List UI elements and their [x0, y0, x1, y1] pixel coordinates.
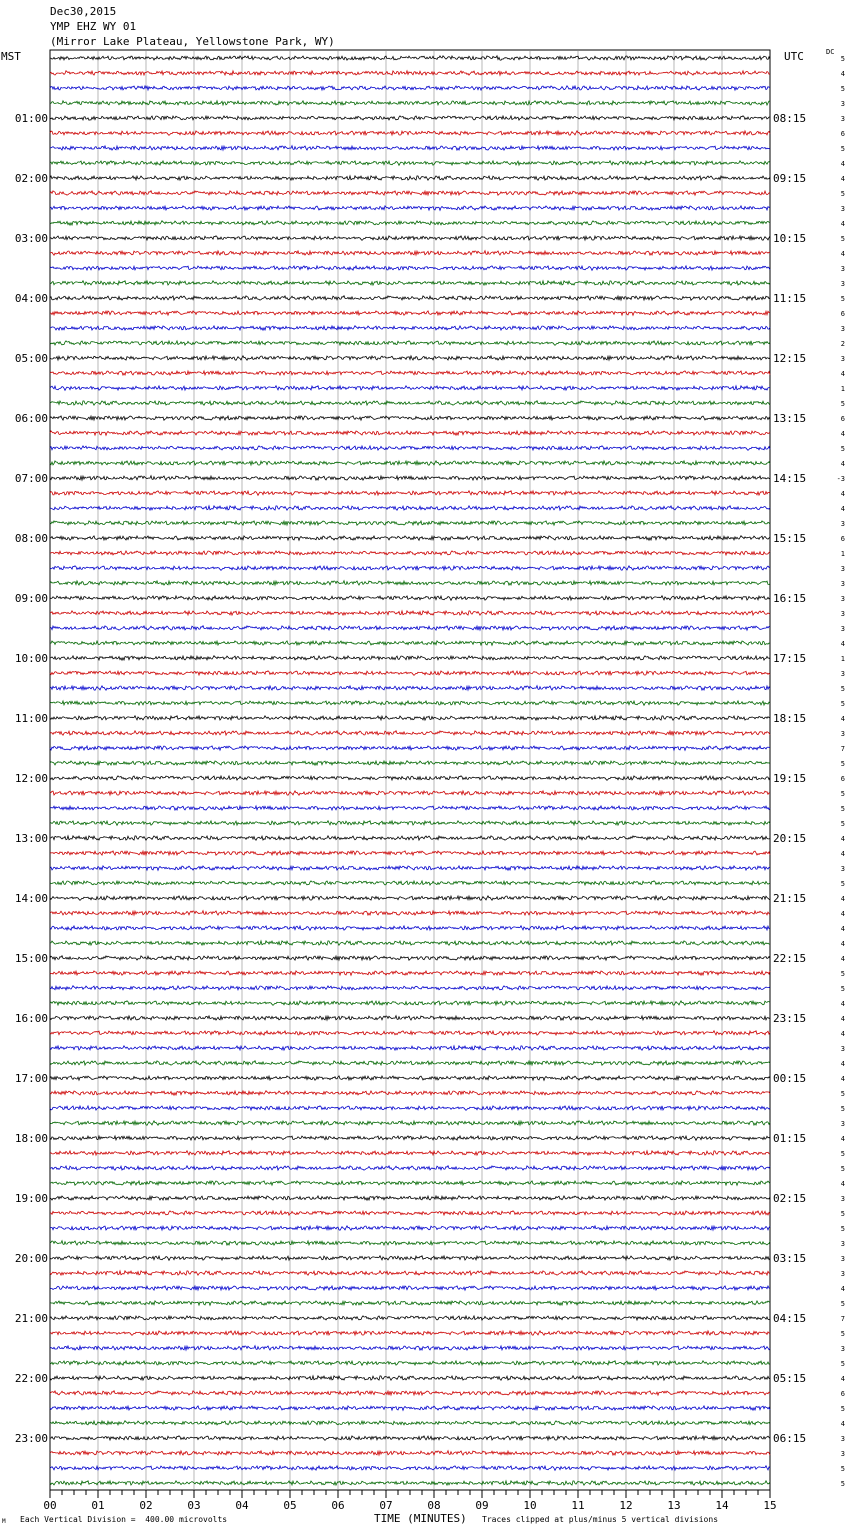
seismic-trace: [50, 641, 770, 645]
x-tick-label: 04: [235, 1499, 249, 1512]
dc-offset-value: 5: [840, 760, 845, 768]
seismic-trace: [50, 596, 770, 601]
left-hour-label: 12:00: [14, 772, 48, 785]
dc-offset-value: 3: [840, 1270, 845, 1278]
dc-offset-value: 5: [840, 445, 845, 453]
x-tick-label: 15: [763, 1499, 777, 1512]
left-hour-label: 18:00: [14, 1132, 48, 1145]
left-hour-label: 03:00: [14, 232, 48, 245]
seismic-trace: [50, 536, 770, 541]
dc-offset-value: 5: [840, 400, 845, 408]
seismic-trace: [50, 71, 770, 76]
dc-offset-value: 4: [840, 1060, 845, 1068]
left-hour-label: 19:00: [14, 1192, 48, 1205]
seismic-trace: [50, 191, 770, 196]
dc-offset-value: 5: [840, 820, 845, 828]
seismic-trace: [50, 476, 770, 480]
x-tick-label: 12: [619, 1499, 633, 1512]
dc-offset-value: 4: [840, 175, 845, 183]
seismic-trace: [50, 671, 770, 676]
x-tick-label: 00: [43, 1499, 57, 1512]
seismic-trace: [50, 356, 770, 361]
seismic-trace: [50, 941, 770, 945]
seismic-trace: [50, 1091, 770, 1096]
seismic-trace: [50, 626, 770, 631]
dc-offset-value: 5: [840, 55, 845, 63]
dc-offset-value: 3: [840, 625, 845, 633]
seismic-trace: [50, 926, 770, 931]
seismic-trace: [50, 101, 770, 105]
dc-offset-value: 5: [840, 295, 845, 303]
right-hour-label: 15:15: [773, 532, 807, 545]
right-hour-label: 04:15: [773, 1312, 807, 1325]
seismic-trace: [50, 1226, 770, 1230]
seismic-trace: [50, 581, 770, 585]
seismic-trace: [50, 881, 770, 885]
dc-offset-value: 5: [840, 1105, 845, 1113]
right-hour-label: 06:15: [773, 1432, 807, 1445]
seismic-trace: [50, 611, 770, 615]
dc-offset-value: 4: [840, 1015, 845, 1023]
dc-offset-value: 4: [840, 1000, 845, 1008]
dc-offset-value: 3: [840, 1120, 845, 1128]
seismic-trace: [50, 206, 770, 210]
seismic-trace: [50, 161, 770, 166]
dc-offset-value: 3: [840, 265, 845, 273]
dc-offset-value: 5: [840, 1300, 845, 1308]
seismic-trace: [50, 821, 770, 826]
seismic-trace: [50, 1406, 770, 1410]
left-hour-label: 21:00: [14, 1312, 48, 1325]
corner-mark: M: [2, 1518, 6, 1525]
dc-offset-value: 4: [840, 430, 845, 438]
right-hour-label: 13:15: [773, 412, 807, 425]
dc-offset-value: 5: [840, 1090, 845, 1098]
seismic-trace: [50, 1196, 770, 1201]
seismic-trace: [50, 1061, 770, 1066]
dc-offset-value: 6: [840, 130, 845, 138]
dc-offset-value: 5: [840, 85, 845, 93]
dc-offset-value: 4: [840, 895, 845, 903]
seismic-trace: [50, 1121, 770, 1126]
right-hour-label: 17:15: [773, 652, 807, 665]
dc-offset-value: 3: [840, 865, 845, 873]
dc-offset-value: 3: [840, 205, 845, 213]
seismic-trace: [50, 971, 770, 975]
dc-offset-value: 4: [840, 250, 845, 258]
dc-offset-value: 4: [840, 850, 845, 858]
dc-offset-value: 4: [840, 1075, 845, 1083]
seismic-trace: [50, 806, 770, 810]
seismic-trace: [50, 731, 770, 736]
seismic-trace: [50, 1076, 770, 1080]
dc-offset-value: 5: [840, 970, 845, 978]
seismic-trace: [50, 716, 770, 720]
seismic-trace: [50, 86, 770, 90]
left-hour-label: 05:00: [14, 352, 48, 365]
seismic-trace: [50, 371, 770, 375]
right-hour-label: 00:15: [773, 1072, 807, 1085]
dc-offset-value: 5: [840, 235, 845, 243]
seismic-trace: [50, 1211, 770, 1216]
seismic-trace: [50, 236, 770, 241]
seismic-trace: [50, 1016, 770, 1020]
right-hour-label: 21:15: [773, 892, 807, 905]
dc-offset-value: 4: [840, 925, 845, 933]
seismic-trace: [50, 446, 770, 451]
seismic-trace: [50, 1481, 770, 1485]
right-hour-label: 22:15: [773, 952, 807, 965]
seismic-trace: [50, 146, 770, 150]
station-code: YMP EHZ WY 01: [50, 20, 137, 33]
seismic-trace: [50, 1451, 770, 1455]
dc-offset-value: 4: [840, 640, 845, 648]
right-hour-label: 01:15: [773, 1132, 807, 1145]
seismic-trace: [50, 266, 770, 270]
seismic-trace: [50, 956, 770, 961]
right-hour-label: 08:15: [773, 112, 807, 125]
vertical-scale-note: Each Vertical Division = 400.00 microvolts: [20, 1515, 228, 1524]
x-tick-label: 08: [427, 1499, 441, 1512]
right-hour-label: 10:15: [773, 232, 807, 245]
x-tick-label: 01: [91, 1499, 105, 1512]
seismic-trace: [50, 656, 770, 661]
seismic-trace: [50, 431, 770, 436]
x-tick-label: 02: [139, 1499, 153, 1512]
dc-offset-value: 4: [840, 715, 845, 723]
seismic-trace: [50, 386, 770, 391]
dc-offset-value: 5: [840, 190, 845, 198]
right-hour-label: 09:15: [773, 172, 807, 185]
seismic-trace: [50, 551, 770, 555]
seismic-trace: [50, 761, 770, 766]
dc-offset-value: 4: [840, 910, 845, 918]
left-hour-label: 04:00: [14, 292, 48, 305]
left-hour-label: 22:00: [14, 1372, 48, 1385]
right-hour-label: 03:15: [773, 1252, 807, 1265]
seismic-trace: [50, 701, 770, 705]
dc-offset-value: 3: [840, 1240, 845, 1248]
seismic-trace: [50, 1361, 770, 1366]
seismic-trace: [50, 506, 770, 511]
left-hour-label: 16:00: [14, 1012, 48, 1025]
dc-offset-value: 1: [840, 550, 845, 558]
dc-offset-value: 3: [840, 115, 845, 123]
left-hour-label: 02:00: [14, 172, 48, 185]
dc-offset-value: 3: [840, 280, 845, 288]
dc-offset-value: 4: [840, 1180, 845, 1188]
dc-offset-value: 7: [840, 745, 845, 753]
seismic-trace: [50, 461, 770, 465]
seismic-trace: [50, 56, 770, 60]
dc-offset-value: 4: [840, 1375, 845, 1383]
left-hour-label: 15:00: [14, 952, 48, 965]
dc-offset-value: 3: [840, 520, 845, 528]
dc-offset-value: 3: [840, 1255, 845, 1263]
right-hour-label: 14:15: [773, 472, 807, 485]
dc-offset-value: 5: [840, 805, 845, 813]
x-tick-label: 10: [523, 1499, 537, 1512]
station-location: (Mirror Lake Plateau, Yellowstone Park, WY): [50, 35, 335, 48]
dc-offset-value: 3: [840, 610, 845, 618]
seismic-trace: [50, 491, 770, 496]
left-hour-label: 23:00: [14, 1432, 48, 1445]
seismic-trace: [50, 1166, 770, 1171]
left-hour-label: 07:00: [14, 472, 48, 485]
seismic-trace: [50, 116, 770, 120]
dc-offset-value: 3: [840, 565, 845, 573]
left-hour-label: 11:00: [14, 712, 48, 725]
seismic-trace: [50, 311, 770, 315]
seismic-trace: [50, 1466, 770, 1471]
dc-offset-value: 4: [840, 1135, 845, 1143]
seismic-trace: [50, 176, 770, 180]
left-timezone-label: MST: [1, 50, 21, 63]
left-hour-label: 09:00: [14, 592, 48, 605]
x-tick-label: 06: [331, 1499, 345, 1512]
dc-offset-value: 3: [840, 355, 845, 363]
dc-offset-value: 4: [840, 955, 845, 963]
seismic-trace: [50, 1136, 770, 1140]
dc-offset-value: 1: [840, 385, 845, 393]
seismic-trace: [50, 131, 770, 136]
seismic-trace: [50, 1271, 770, 1276]
dc-offset-value: 4: [840, 70, 845, 78]
dc-offset-value: 5: [840, 700, 845, 708]
seismic-trace: [50, 296, 770, 301]
seismic-trace: [50, 866, 770, 871]
seismic-trace: [50, 251, 770, 256]
dc-offset-value: 3: [840, 100, 845, 108]
dc-offset-value: 3: [840, 1435, 845, 1443]
left-hour-label: 08:00: [14, 532, 48, 545]
dc-offset-value: 3: [840, 1045, 845, 1053]
x-tick-label: 03: [187, 1499, 201, 1512]
dc-offset-value: 4: [840, 940, 845, 948]
seismic-trace: [50, 1391, 770, 1396]
dc-offset-header: DC: [826, 48, 835, 56]
clip-note: Traces clipped at plus/minus 5 vertical divisions: [482, 1515, 719, 1524]
seismic-trace: [50, 1346, 770, 1350]
x-tick-label: 09: [475, 1499, 489, 1512]
right-hour-label: 12:15: [773, 352, 807, 365]
dc-offset-value: 4: [840, 1285, 845, 1293]
dc-offset-value: 4: [840, 505, 845, 513]
dc-offset-value: 4: [840, 490, 845, 498]
seismic-trace: [50, 1151, 770, 1155]
right-hour-label: 18:15: [773, 712, 807, 725]
dc-offset-value: 1: [840, 655, 845, 663]
seismic-trace: [50, 746, 770, 750]
dc-offset-value: 4: [840, 1030, 845, 1038]
left-hour-label: 06:00: [14, 412, 48, 425]
seismic-trace: [50, 1106, 770, 1111]
dc-offset-value: 5: [840, 685, 845, 693]
x-tick-label: 11: [571, 1499, 585, 1512]
dc-offset-value: 2: [840, 340, 845, 348]
seismic-trace: [50, 221, 770, 226]
plot-date: Dec30,2015: [50, 5, 117, 18]
dc-offset-value: 3: [840, 1450, 845, 1458]
dc-offset-value: 5: [840, 985, 845, 993]
dc-offset-value: 4: [840, 160, 845, 168]
seismic-trace: [50, 986, 770, 990]
dc-offset-value: 7: [840, 1315, 845, 1323]
seismic-trace: [50, 341, 770, 346]
dc-offset-value: 6: [840, 775, 845, 783]
dc-offset-value: 5: [840, 790, 845, 798]
x-axis-label: TIME (MINUTES): [374, 1512, 467, 1525]
left-hour-label: 14:00: [14, 892, 48, 905]
seismic-trace: [50, 911, 770, 915]
seismic-trace: [50, 1421, 770, 1425]
right-hour-label: 19:15: [773, 772, 807, 785]
seismic-trace: [50, 566, 770, 571]
left-hour-label: 17:00: [14, 1072, 48, 1085]
dc-offset-value: -3: [836, 475, 845, 483]
dc-offset-value: 3: [840, 1345, 845, 1353]
left-hour-label: 01:00: [14, 112, 48, 125]
seismic-trace: [50, 836, 770, 841]
seismic-trace: [50, 1241, 770, 1245]
dc-offset-value: 4: [840, 220, 845, 228]
seismic-trace: [50, 1316, 770, 1320]
dc-offset-value: 5: [840, 145, 845, 153]
seismic-trace: [50, 1046, 770, 1050]
right-hour-label: 02:15: [773, 1192, 807, 1205]
seismic-trace: [50, 1331, 770, 1336]
dc-offset-value: 5: [840, 1210, 845, 1218]
dc-offset-value: 5: [840, 1465, 845, 1473]
dc-offset-value: 6: [840, 310, 845, 318]
seismic-trace: [50, 686, 770, 691]
right-hour-label: 05:15: [773, 1372, 807, 1385]
left-hour-label: 20:00: [14, 1252, 48, 1265]
dc-offset-value: 5: [840, 880, 845, 888]
dc-offset-value: 5: [840, 1225, 845, 1233]
dc-offset-value: 5: [840, 1165, 845, 1173]
dc-offset-value: 6: [840, 415, 845, 423]
x-tick-label: 07: [379, 1499, 393, 1512]
seismic-trace: [50, 776, 770, 781]
x-tick-label: 05: [283, 1499, 297, 1512]
dc-offset-value: 4: [840, 460, 845, 468]
dc-offset-value: 6: [840, 535, 845, 543]
dc-offset-value: 4: [840, 1420, 845, 1428]
x-tick-label: 14: [715, 1499, 729, 1512]
dc-offset-value: 3: [840, 1195, 845, 1203]
seismic-trace: [50, 1256, 770, 1261]
seismic-trace: [50, 791, 770, 796]
dc-offset-value: 3: [840, 325, 845, 333]
seismic-trace: [50, 1301, 770, 1306]
seismic-trace: [50, 896, 770, 901]
right-hour-label: 23:15: [773, 1012, 807, 1025]
dc-offset-value: 4: [840, 835, 845, 843]
left-hour-label: 10:00: [14, 652, 48, 665]
seismic-trace: [50, 521, 770, 525]
seismic-trace: [50, 1286, 770, 1290]
x-tick-label: 13: [667, 1499, 681, 1512]
seismic-trace: [50, 851, 770, 855]
dc-offset-value: 5: [840, 1330, 845, 1338]
seismic-trace: [50, 416, 770, 420]
seismic-trace: [50, 1001, 770, 1006]
dc-offset-value: 3: [840, 595, 845, 603]
right-hour-label: 20:15: [773, 832, 807, 845]
dc-offset-value: 3: [840, 670, 845, 678]
seismic-trace: [50, 326, 770, 331]
dc-offset-value: 5: [840, 1405, 845, 1413]
seismic-trace: [50, 1436, 770, 1441]
dc-offset-value: 4: [840, 370, 845, 378]
dc-offset-value: 5: [840, 1150, 845, 1158]
left-hour-label: 13:00: [14, 832, 48, 845]
dc-offset-value: 3: [840, 580, 845, 588]
seismic-trace: [50, 1376, 770, 1380]
dc-offset-value: 5: [840, 1480, 845, 1488]
seismic-trace: [50, 1031, 770, 1036]
right-timezone-label: UTC: [784, 50, 804, 63]
seismic-trace: [50, 281, 770, 285]
dc-offset-value: 6: [840, 1390, 845, 1398]
seismic-trace: [50, 1181, 770, 1185]
right-hour-label: 11:15: [773, 292, 807, 305]
right-hour-label: 16:15: [773, 592, 807, 605]
dc-offset-value: 5: [840, 1360, 845, 1368]
dc-offset-value: 3: [840, 730, 845, 738]
seismic-trace: [50, 401, 770, 406]
